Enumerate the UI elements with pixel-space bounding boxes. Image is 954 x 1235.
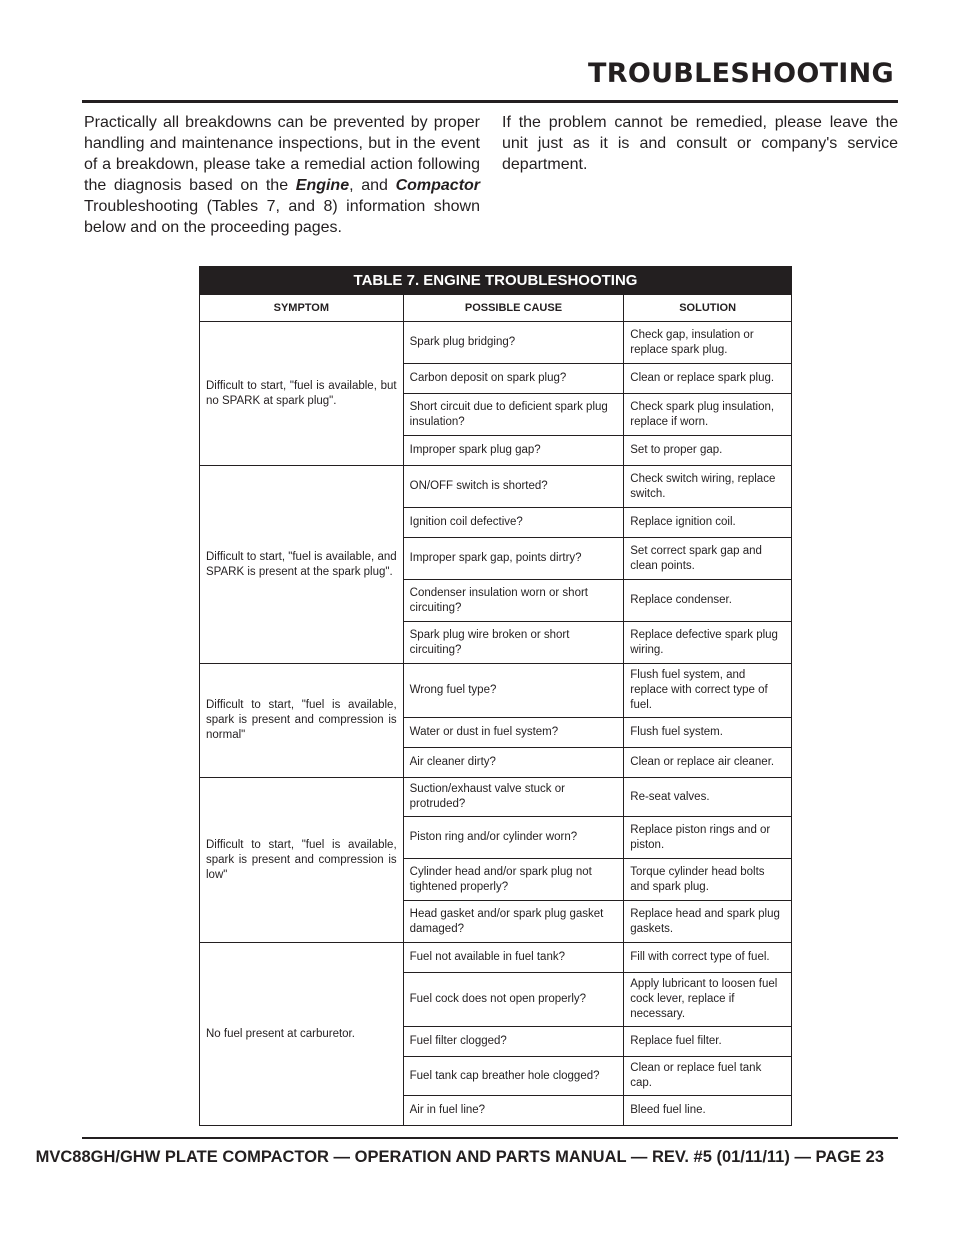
intro-paragraph-left — [84, 112, 480, 238]
cause-cell: Short circuit due to deficient spark plug insulation? — [403, 394, 624, 436]
page-title: TROUBLESHOOTING — [588, 58, 894, 89]
solution-cell: Replace ignition coil. — [624, 508, 792, 538]
cause-cell: Condenser insulation worn or short circuiting? — [403, 580, 624, 622]
solution-cell: Bleed fuel line. — [624, 1096, 792, 1126]
table-row — [200, 778, 792, 817]
solution-cell: Clean or replace spark plug. — [624, 364, 792, 394]
cause-cell: Fuel tank cap breather hole clogged? — [403, 1057, 624, 1096]
solution-cell: Flush fuel system, and replace with correct type of fuel. — [624, 664, 792, 718]
cause-cell: Cylinder head and/or spark plug not tightened properly? — [403, 859, 624, 901]
cause-cell: Piston ring and/or cylinder worn? — [403, 817, 624, 859]
cause-cell: Fuel filter clogged? — [403, 1027, 624, 1057]
solution-cell: Clean or replace air cleaner. — [624, 748, 792, 778]
symptom-cell: Difficult to start, "fuel is available, spark is present and compression is normal" — [200, 664, 404, 778]
solution-cell: Fill with correct type of fuel. — [624, 943, 792, 973]
symptom-cell: Difficult to start, "fuel is available, but no SPARK at spark plug". — [200, 322, 404, 466]
engine-term: Engine — [295, 177, 350, 194]
solution-cell: Replace defective spark plug wiring. — [624, 622, 792, 664]
solution-cell: Replace fuel filter. — [624, 1027, 792, 1057]
solution-cell: Clean or replace fuel tank cap. — [624, 1057, 792, 1096]
cause-cell: Ignition coil defective? — [403, 508, 624, 538]
cause-cell: Air in fuel line? — [403, 1096, 624, 1126]
cause-cell: Wrong fuel type? — [403, 664, 624, 718]
table-caption: TABLE 7. ENGINE TROUBLESHOOTING — [200, 267, 792, 295]
page-footer: MVC88GH/GHW PLATE COMPACTOR — OPERATION AND PARTS MANUAL — REV. #5 (01/11/11) — PAGE 23 — [35, 1148, 884, 1166]
solution-cell: Check spark plug insulation, replace if worn. — [624, 394, 792, 436]
symptom-cell: Difficult to start, "fuel is available, and SPARK is present at the spark plug". — [200, 466, 404, 664]
solution-cell: Re-seat valves. — [624, 778, 792, 817]
table-row — [200, 466, 792, 508]
cause-cell: Fuel not available in fuel tank? — [403, 943, 624, 973]
solution-cell: Check gap, insulation or replace spark plug. — [624, 322, 792, 364]
solution-cell: Set to proper gap. — [624, 436, 792, 466]
footer-rule — [82, 1137, 898, 1139]
cause-cell: ON/OFF switch is shorted? — [403, 466, 624, 508]
cause-cell: Suction/exhaust valve stuck or protruded? — [403, 778, 624, 817]
title-rule — [82, 100, 898, 103]
cause-cell: Head gasket and/or spark plug gasket damaged? — [403, 901, 624, 943]
engine-troubleshooting-table — [199, 266, 792, 1126]
cause-cell: Spark plug wire broken or short circuiting? — [403, 622, 624, 664]
column-header-solution: SOLUTION — [624, 295, 792, 322]
cause-cell: Improper spark plug gap? — [403, 436, 624, 466]
symptom-cell: No fuel present at carburetor. — [200, 943, 404, 1126]
solution-cell: Torque cylinder head bolts and spark plug. — [624, 859, 792, 901]
intro-text: , and — [349, 177, 396, 194]
solution-cell: Replace condenser. — [624, 580, 792, 622]
column-header-symptom: SYMPTOM — [200, 295, 404, 322]
cause-cell: Air cleaner dirty? — [403, 748, 624, 778]
compactor-term: Compactor — [395, 177, 481, 194]
intro-text: Practically all breakdowns can be prevented by proper handling and maintenance inspections, but in the event of a breakdown, please take a remedial action following the diagnosis based on the — [84, 114, 480, 194]
solution-cell: Set correct spark gap and clean points. — [624, 538, 792, 580]
table-body — [200, 322, 792, 1126]
cause-cell: Improper spark gap, points dirtry? — [403, 538, 624, 580]
intro-paragraph-right: If the problem cannot be remedied, please leave the unit just as it is and consult or company's service department. — [502, 114, 898, 173]
table-row — [200, 943, 792, 973]
intro-text: Troubleshooting (Tables 7, and 8) information shown below and on the proceeding pages. — [84, 198, 480, 236]
symptom-cell: Difficult to start, "fuel is available, spark is present and compression is low" — [200, 778, 404, 943]
solution-cell: Flush fuel system. — [624, 718, 792, 748]
cause-cell: Spark plug bridging? — [403, 322, 624, 364]
table-row — [200, 664, 792, 718]
solution-cell: Apply lubricant to loosen fuel cock lever, replace if necessary. — [624, 973, 792, 1027]
table-row — [200, 322, 792, 364]
solution-cell: Replace head and spark plug gaskets. — [624, 901, 792, 943]
solution-cell: Replace piston rings and or piston. — [624, 817, 792, 859]
cause-cell: Carbon deposit on spark plug? — [403, 364, 624, 394]
cause-cell: Fuel cock does not open properly? — [403, 973, 624, 1027]
column-header-cause: POSSIBLE CAUSE — [403, 295, 624, 322]
cause-cell: Water or dust in fuel system? — [403, 718, 624, 748]
solution-cell: Check switch wiring, replace switch. — [624, 466, 792, 508]
